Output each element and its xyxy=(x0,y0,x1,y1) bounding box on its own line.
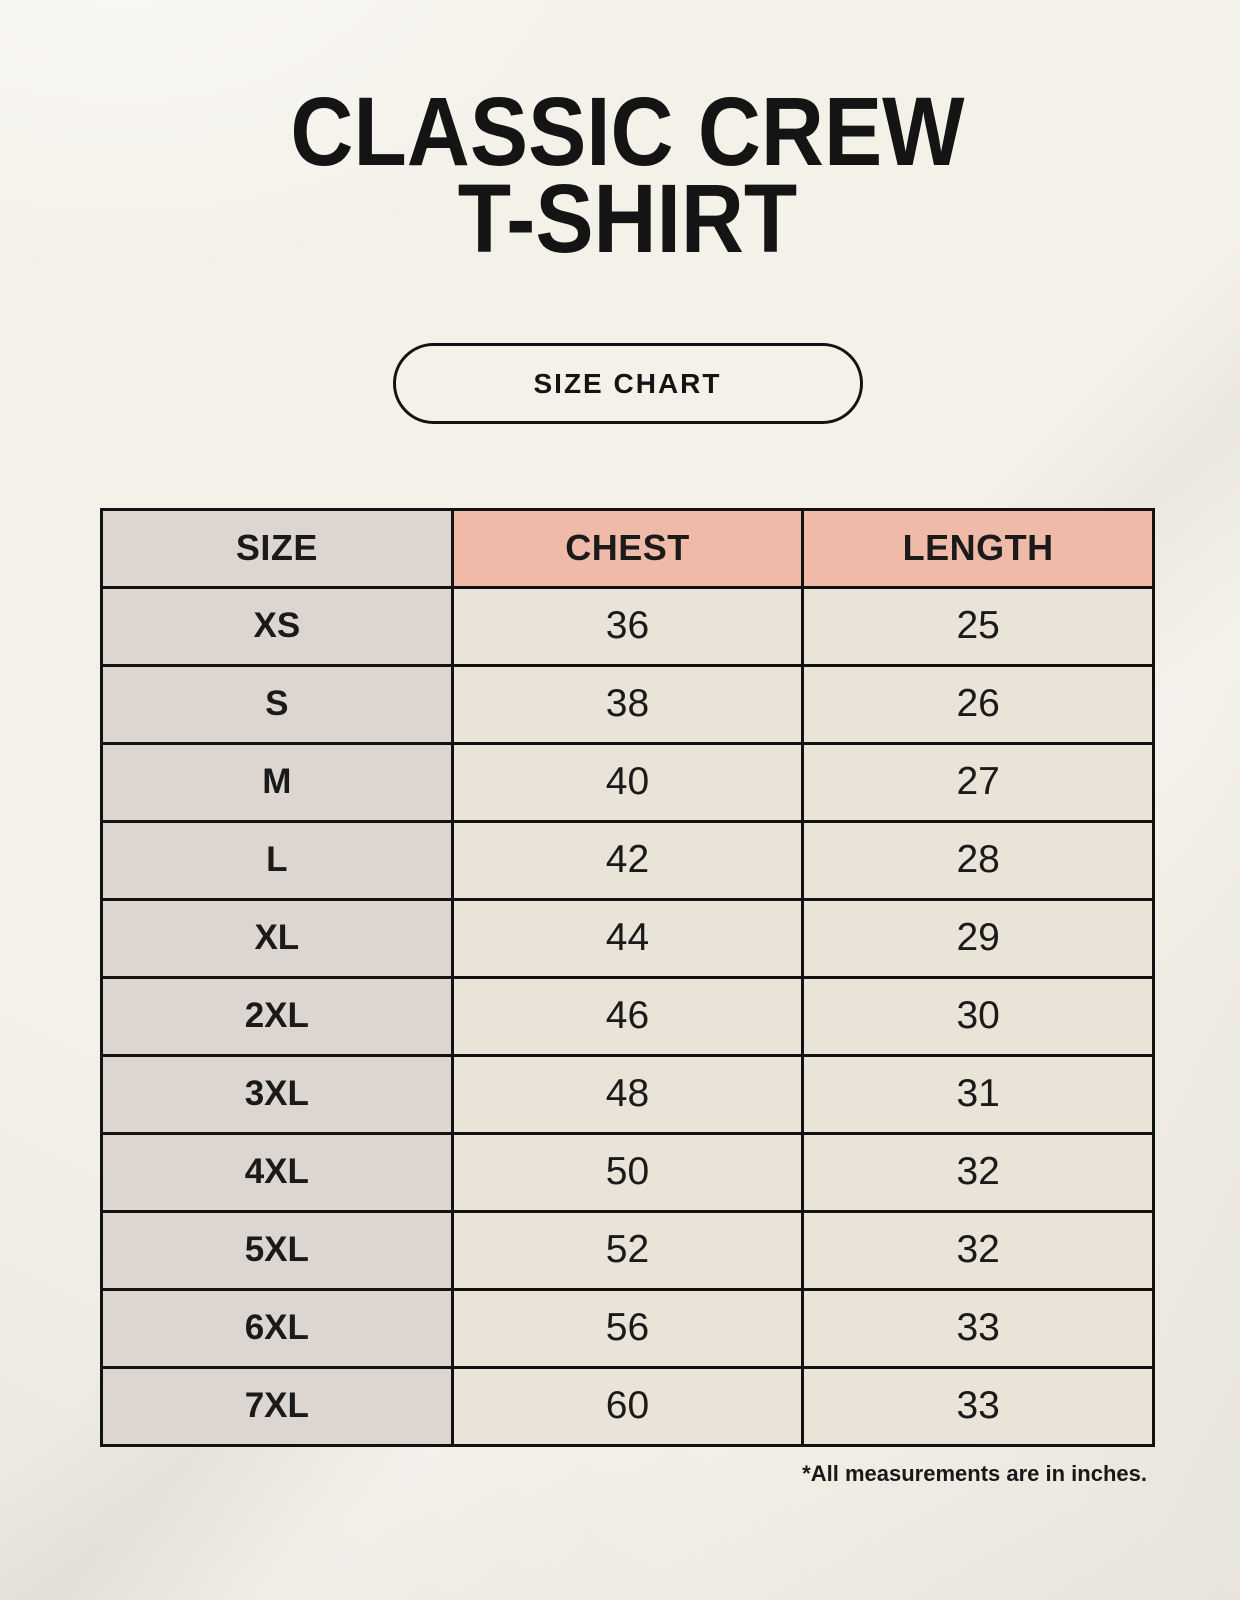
length-cell: 27 xyxy=(803,743,1154,821)
chest-cell: 40 xyxy=(452,743,803,821)
table-row xyxy=(102,743,1154,821)
length-cell: 32 xyxy=(803,1133,1154,1211)
size-chart-button[interactable]: SIZE CHART xyxy=(393,343,863,424)
chest-cell: 36 xyxy=(452,587,803,665)
size-cell: 4XL xyxy=(102,1133,453,1211)
size-cell: 2XL xyxy=(102,977,453,1055)
measurements-footnote: *All measurements are in inches. xyxy=(802,1460,1147,1486)
length-cell: 29 xyxy=(803,899,1154,977)
table-row xyxy=(102,1367,1154,1445)
chest-cell: 50 xyxy=(452,1133,803,1211)
size-cell: 7XL xyxy=(102,1367,453,1445)
table-row xyxy=(102,899,1154,977)
length-cell: 31 xyxy=(803,1055,1154,1133)
chest-cell: 52 xyxy=(452,1211,803,1289)
table-header-row xyxy=(102,509,1154,587)
column-header-chest: CHEST xyxy=(452,509,803,587)
table-row xyxy=(102,1133,1154,1211)
size-chart-page xyxy=(100,0,1155,1487)
title-line-2: T-SHIRT xyxy=(457,164,798,274)
size-cell: L xyxy=(102,821,453,899)
length-cell: 30 xyxy=(803,977,1154,1055)
table-row xyxy=(102,821,1154,899)
chest-cell: 42 xyxy=(452,821,803,899)
size-cell: 3XL xyxy=(102,1055,453,1133)
badge-container xyxy=(100,343,1155,424)
size-cell: 6XL xyxy=(102,1289,453,1367)
table-row xyxy=(102,977,1154,1055)
table-row xyxy=(102,1055,1154,1133)
chest-cell: 38 xyxy=(452,665,803,743)
column-header-length: LENGTH xyxy=(803,509,1154,587)
title-line-1: CLASSIC CREW xyxy=(290,77,965,186)
size-cell: XS xyxy=(102,587,453,665)
length-cell: 33 xyxy=(803,1367,1154,1445)
chest-cell: 46 xyxy=(452,977,803,1055)
size-chart-table xyxy=(100,508,1155,1447)
column-header-size: SIZE xyxy=(102,509,453,587)
length-cell: 33 xyxy=(803,1289,1154,1367)
length-cell: 32 xyxy=(803,1211,1154,1289)
length-cell: 25 xyxy=(803,587,1154,665)
table-row xyxy=(102,1211,1154,1289)
length-cell: 26 xyxy=(803,665,1154,743)
chest-cell: 56 xyxy=(452,1289,803,1367)
table-row xyxy=(102,665,1154,743)
table-row xyxy=(102,1289,1154,1367)
table-row xyxy=(102,587,1154,665)
chest-cell: 48 xyxy=(452,1055,803,1133)
chest-cell: 44 xyxy=(452,899,803,977)
size-cell: XL xyxy=(102,899,453,977)
chest-cell: 60 xyxy=(452,1367,803,1445)
page-title xyxy=(153,0,1103,274)
size-cell: S xyxy=(102,665,453,743)
length-cell: 28 xyxy=(803,821,1154,899)
size-cell: M xyxy=(102,743,453,821)
size-cell: 5XL xyxy=(102,1211,453,1289)
